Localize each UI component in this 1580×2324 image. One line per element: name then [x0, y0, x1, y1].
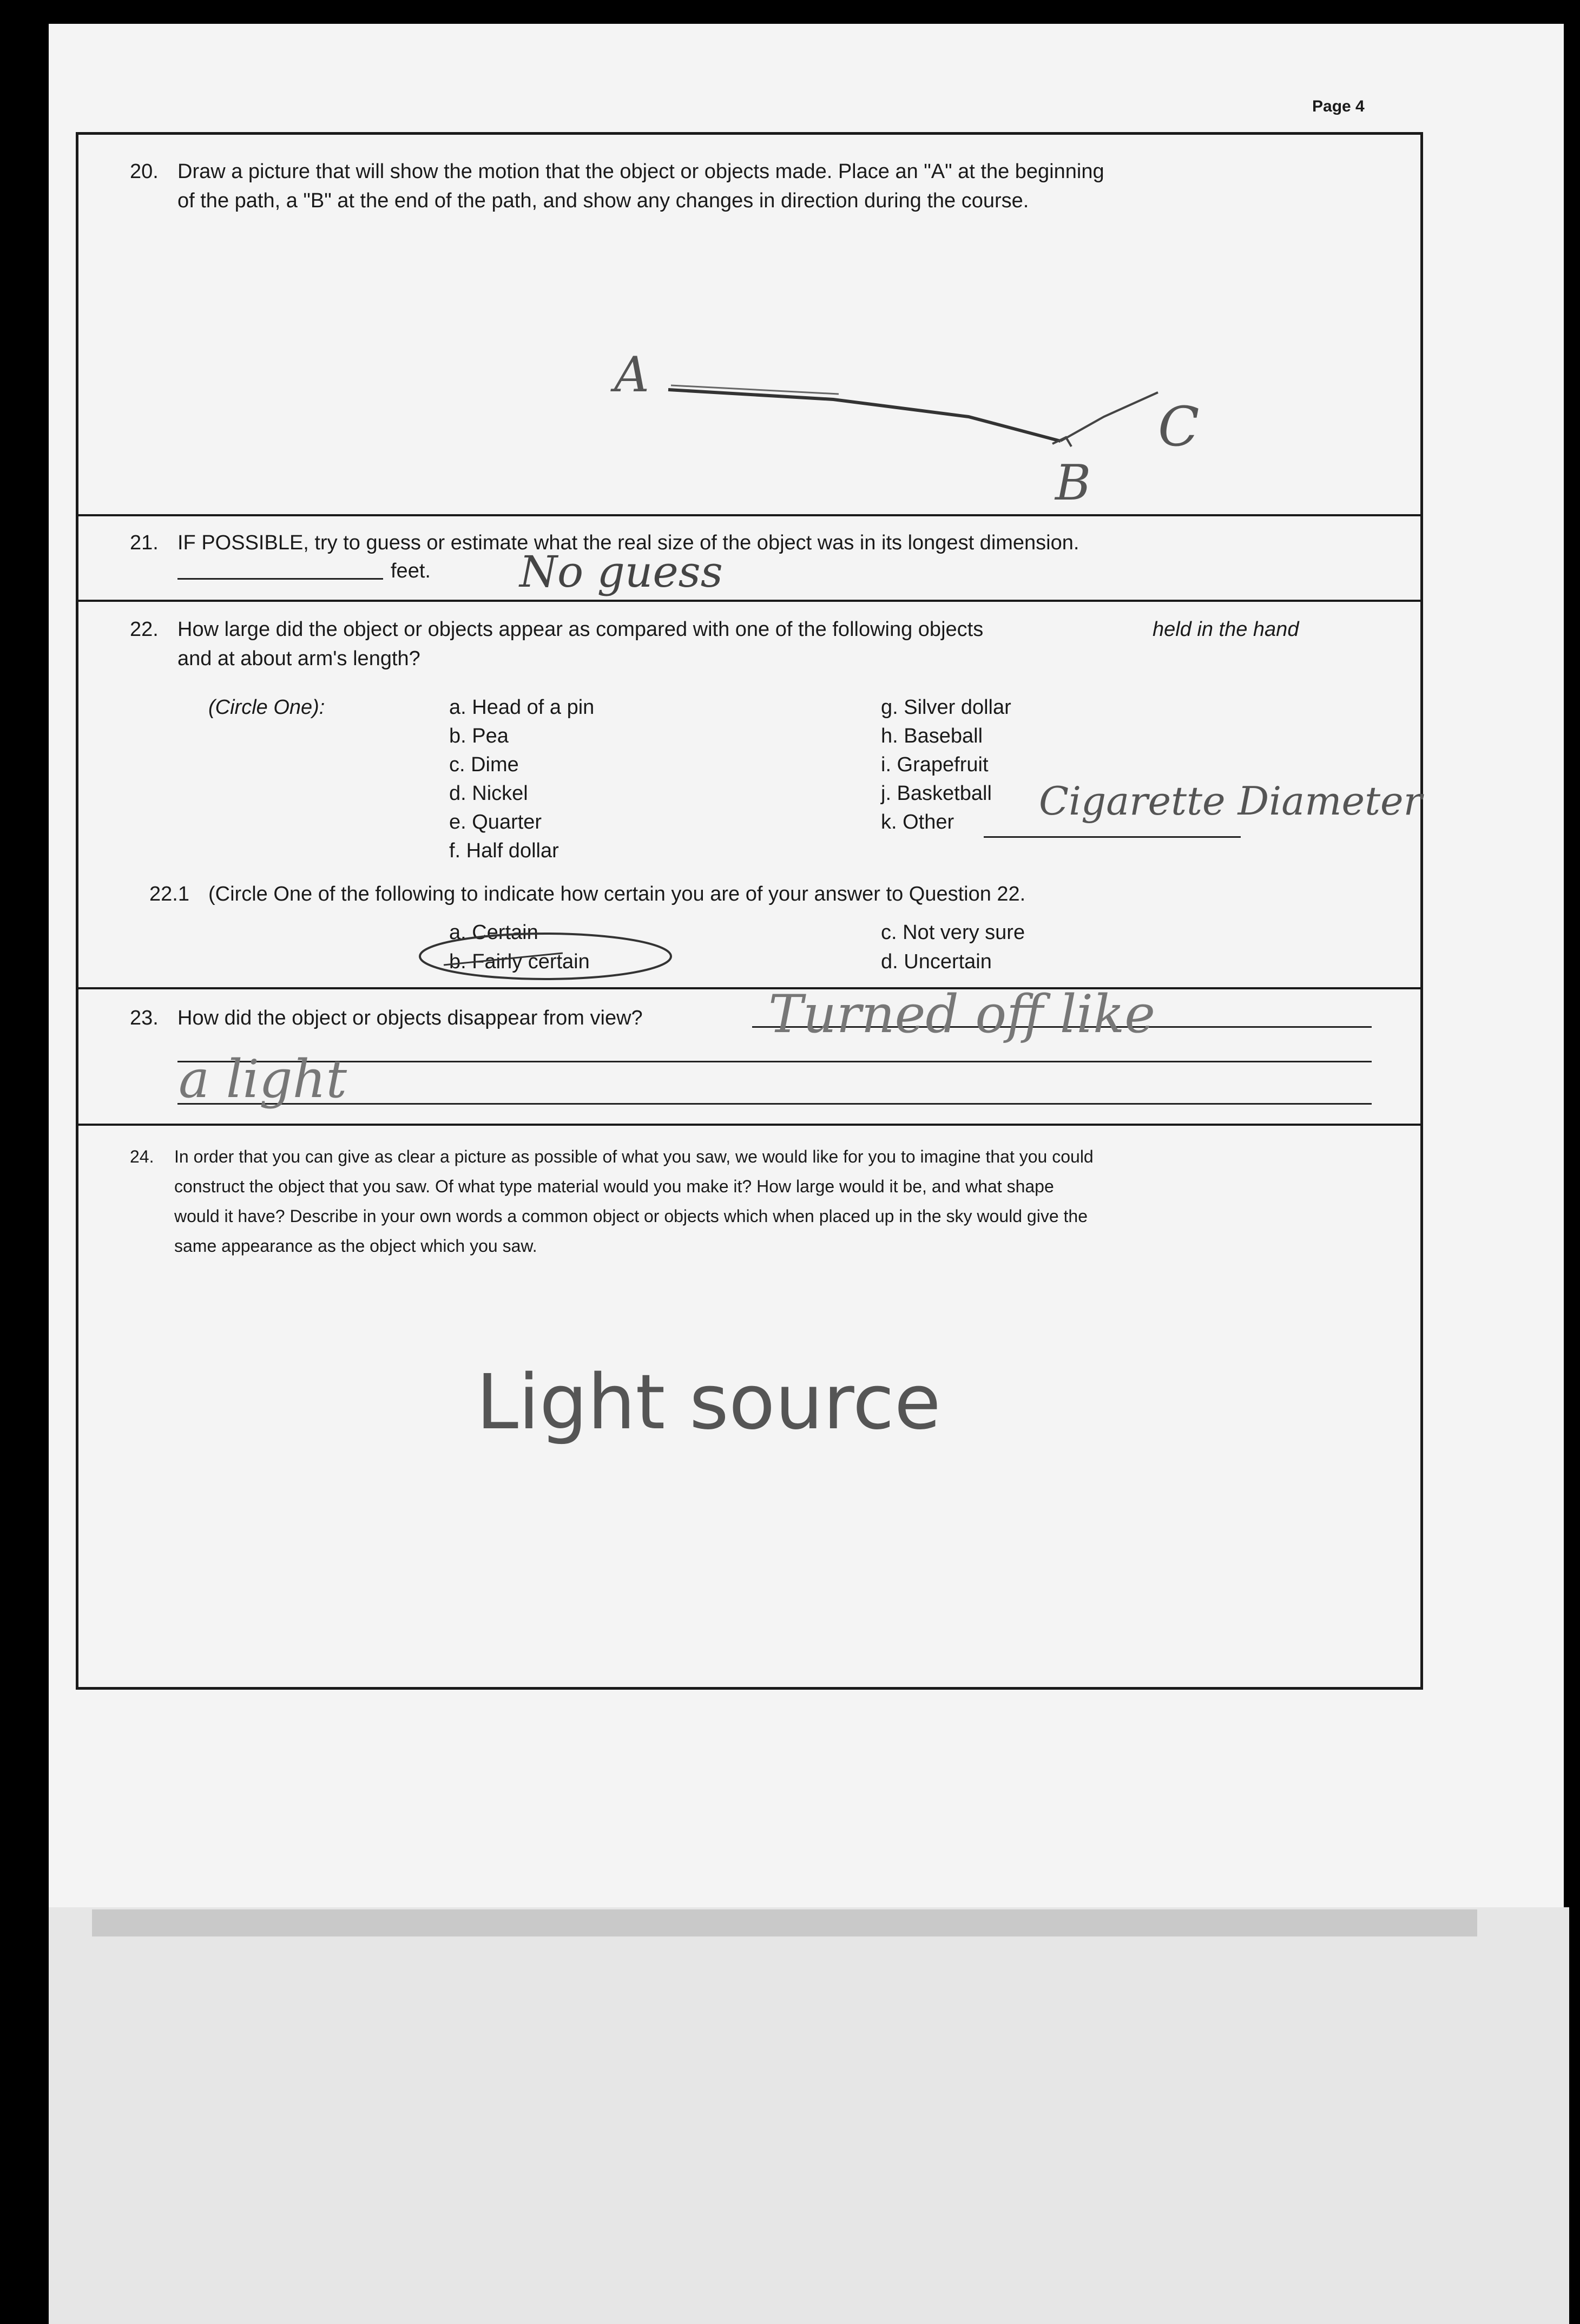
q24-line1: In order that you can give as clear a picture as possible of what you saw, we would like for you to imagine that you could: [174, 1147, 1094, 1166]
divider-q23-q24: [76, 1124, 1423, 1126]
q20-line2: of the path, a "B" at the end of the path, and show any changes in direction during the course.: [177, 189, 1029, 212]
q23-handwritten-answer-line2: a light: [179, 1049, 347, 1110]
divider-q21-q22: [76, 600, 1423, 602]
q22-1-option-c: c. Not very sure: [881, 921, 1025, 944]
q24-number: 24.: [130, 1147, 154, 1166]
q20-label-a: A: [614, 346, 649, 403]
divider-q20-q21: [76, 514, 1423, 516]
q22-line1b: held in the hand: [1153, 618, 1299, 641]
q21-handwritten-answer: No guess: [519, 547, 723, 597]
q22-number: 22.: [130, 618, 159, 641]
q22-option-b: b. Pea: [449, 725, 509, 747]
q22-option-k: k. Other: [881, 811, 954, 833]
q21-unit: feet.: [391, 560, 431, 582]
q23-answer-blank-3: [177, 1103, 1372, 1105]
q22-1-option-a: a. Certain: [449, 921, 538, 944]
q23-line1: How did the object or objects disappear from view?: [177, 1007, 643, 1029]
film-strip-margin: [49, 1907, 1569, 2324]
q20-label-b: B: [1055, 455, 1091, 511]
q22-option-j: j. Basketball: [881, 782, 992, 805]
q22-option-i: i. Grapefruit: [881, 753, 989, 776]
q22-line1a: How large did the object or objects appear as compared with one of the following objects: [177, 618, 984, 641]
q22-other-blank: [984, 836, 1241, 838]
q22-1-option-d: d. Uncertain: [881, 950, 992, 973]
q21-line1: IF POSSIBLE, try to guess or estimate what the real size of the object was in its longest dimension.: [177, 531, 1079, 554]
q24-line3: would it have? Describe in your own words a common object or objects which when placed up in the sky would give the: [174, 1206, 1088, 1226]
q20-number: 20.: [130, 160, 159, 183]
q22-other-handwritten-answer: Cigarette Diameter: [1039, 778, 1423, 824]
q22-option-h: h. Baseball: [881, 725, 983, 747]
q22-option-c: c. Dime: [449, 753, 519, 776]
q23-answer-blank-2: [177, 1061, 1372, 1062]
q22-option-e: e. Quarter: [449, 811, 542, 833]
q21-answer-blank: [177, 578, 383, 580]
page-number: Page 4: [1312, 97, 1365, 115]
q23-number: 23.: [130, 1007, 159, 1029]
q22-circle-label: (Circle One):: [208, 696, 325, 719]
q24-line2: construct the object that you saw. Of what type material would you make it? How large would it be, and what shape: [174, 1177, 1054, 1196]
q22-line2: and at about arm's length?: [177, 647, 420, 670]
q22-1-option-b: b. Fairly certain: [449, 950, 590, 973]
q22-1-number: 22.1: [149, 883, 189, 905]
q22-option-g: g. Silver dollar: [881, 696, 1011, 719]
q20-label-c: C: [1158, 395, 1200, 458]
q22-option-a: a. Head of a pin: [449, 696, 595, 719]
q24-line4: same appearance as the object which you saw.: [174, 1236, 537, 1256]
film-strip-edge: [92, 1909, 1477, 1936]
q21-number: 21.: [130, 531, 159, 554]
divider-q22-q23: [76, 987, 1423, 989]
q22-option-f: f. Half dollar: [449, 839, 559, 862]
q22-option-d: d. Nickel: [449, 782, 528, 805]
q23-handwritten-answer-line1: Turned off like: [768, 984, 1156, 1045]
q24-handwritten-answer: Light source: [476, 1358, 941, 1447]
q20-line1: Draw a picture that will show the motion that the object or objects made. Place an "A" at the beginning: [177, 160, 1104, 183]
q22-1-line1: (Circle One of the following to indicate how certain you are of your answer to Question 22.: [208, 883, 1026, 905]
q20-motion-path-drawing: [595, 336, 1245, 514]
q22-1-answer-circle-mark: [400, 923, 682, 988]
